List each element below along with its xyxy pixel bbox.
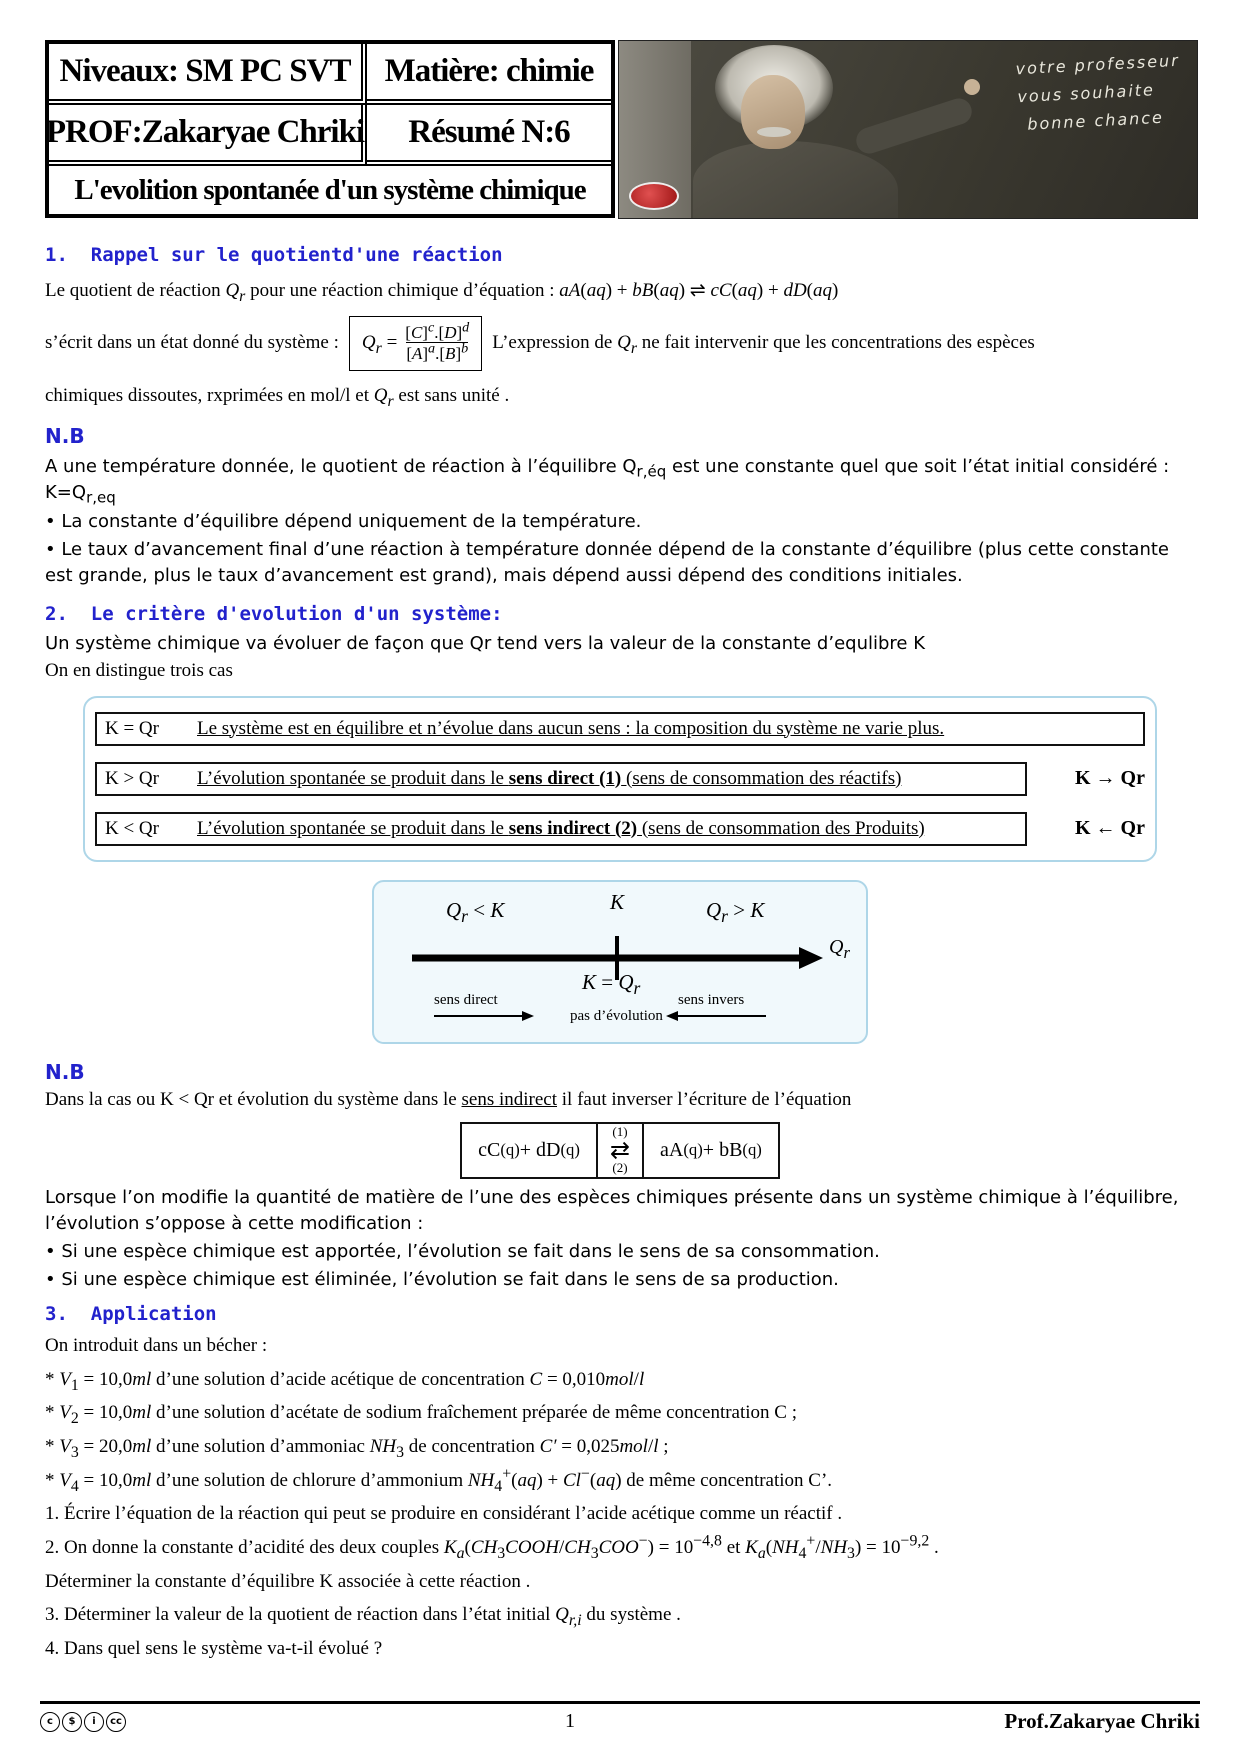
qr-formula-box xyxy=(349,316,482,371)
section2-heading: 2. Le critère d'evolution d'un système: xyxy=(45,602,503,625)
inverted-equation-box xyxy=(460,1122,780,1178)
case-description: L’évolution spontanée se produit dans le sens indirect (2) (sens de consommation des Produits) xyxy=(197,817,925,839)
label-sens-direct: sens direct xyxy=(434,991,498,1008)
site-logo xyxy=(629,182,679,210)
case-box xyxy=(95,812,1027,846)
einstein-face xyxy=(741,75,805,149)
footer-author: Prof.Zakaryae Chriki xyxy=(1004,1709,1200,1733)
evolution-cases-box xyxy=(83,696,1157,862)
main-content xyxy=(0,240,1240,1662)
page-number: 1 xyxy=(565,1710,575,1732)
nb2-paragraph-2: Lorsque l’on modifie la quantité de matière de l’une des espèces chimiques présente dans un système chimique à l’équilibre, l’évolution s’oppose à cette modification : xyxy=(45,1186,1179,1234)
application-item-2: * $V_2 = 10,0ml$ d’une solution d’acétate de sodium fraîchement préparée de même concentration C ; xyxy=(45,1402,797,1428)
attribution-icon: i xyxy=(84,1712,104,1732)
case-condition: K = Qr xyxy=(105,717,159,739)
fraction-numerator: $[C]^c.[D]^d$ xyxy=(405,318,470,342)
case-box xyxy=(95,712,1145,746)
label-sens-invers: sens invers xyxy=(678,991,745,1008)
chalk-line-2: vous souhaite xyxy=(1016,80,1156,107)
label-qr-greater-than-k: $Q_r > K$ xyxy=(706,897,765,926)
matiere-label: Matière: chimie xyxy=(384,53,594,89)
formula-intro-text: s’écrit dans un état donné du système : xyxy=(45,331,339,353)
chalk-handwriting xyxy=(1015,47,1183,139)
header-cell-prof xyxy=(45,105,367,166)
label-pas-evolution: pas d’évolution xyxy=(570,1007,663,1024)
application-question-1: 1. Écrire l’équation de la réaction qui peut se produire en considérant l’acide acétique comme un réactif . xyxy=(45,1503,843,1525)
case-condition: K < Qr xyxy=(105,817,159,839)
application-question-3: 3. Déterminer la valeur de la quotient de réaction dans l’état initial $Q_{r,i}$ du système . xyxy=(45,1604,681,1630)
header-cell-title xyxy=(49,166,611,214)
page-footer xyxy=(40,1701,1200,1734)
equilibrium-arrows-icon: ⇄ xyxy=(609,1135,631,1164)
case-arrow-direct: K → Qr xyxy=(1075,767,1145,790)
nb1-paragraph: A une température donnée, le quotient de réaction à l’équilibre $Q_{r,éq}$ est une constante quel que soit l’état initial considéré : $K=Q_{r,eq}$ xyxy=(45,456,1170,508)
cc-icon: cc xyxy=(106,1712,126,1732)
sens-2-label: (2) xyxy=(612,1160,628,1176)
nb2-bullet-1: • Si une espèce chimique est apportée, l’évolution se fait dans le sens de sa consommation. xyxy=(45,1240,880,1262)
nb1-label: N.B xyxy=(45,424,85,449)
case-condition: K > Qr xyxy=(105,767,159,789)
application-question-2b: Déterminer la constante d’équilibre K associée à cette réaction . xyxy=(45,1570,531,1592)
einstein-mustache xyxy=(757,127,791,137)
label-qr-axis: $Q_r$ xyxy=(829,935,850,962)
equation-left-side: cC (q) + dD (q) xyxy=(478,1138,580,1161)
einstein-hand xyxy=(964,79,980,95)
nb2-bullet-2: • Si une espèce chimique est éliminée, l’évolution se fait dans le sens de sa production. xyxy=(45,1268,839,1290)
nb1-bullet-2: • Le taux d’avancement final d’une réaction à température donnée dépend de la constante d’équilibre (plus cette constante est grande, plus le taux d’avancement est grand), mais dépend aussi dépend des conditions initiales. xyxy=(45,538,1169,586)
qr-formula-lhs: $Q_r$ = xyxy=(361,332,398,357)
einstein-photo xyxy=(618,40,1198,219)
section1-paragraph-2: chimiques dissoutes, rxprimées en mol/l et $Q_r$ est sans unité . xyxy=(45,384,510,410)
label-k: K xyxy=(610,889,625,914)
chalk-line-1: votre professeur xyxy=(1014,50,1180,79)
equation-right-side: aA (q) + bB (q) xyxy=(660,1138,762,1161)
footer-divider xyxy=(40,1701,1200,1704)
label-qr-less-than-k: $Q_r < K$ xyxy=(446,897,505,926)
header-cell-resume xyxy=(367,105,611,166)
non-commercial-icon: $ xyxy=(62,1712,82,1732)
document-title: L'evolition spontanée d'un système chimique xyxy=(74,173,586,206)
prof-label: PROF:Zakaryae Chriki xyxy=(45,114,365,150)
fraction-denominator: $[A]^a.[B]^b$ xyxy=(406,340,469,364)
case-box xyxy=(95,762,1027,796)
license-icons xyxy=(40,1712,180,1732)
nb2-paragraph-1: Dans la cas ou K < Qr et évolution du système dans le sens indirect il faut inverser l’écriture de l’équation xyxy=(45,1088,852,1110)
application-item-1: * $V_1 = 10,0ml$ d’une solution d’acide acétique de concentration C = 0,010mol/l xyxy=(45,1368,645,1394)
qr-formula-fraction xyxy=(405,318,470,364)
header-cell-matiere xyxy=(367,44,611,105)
nb2-label: N.B xyxy=(45,1059,85,1084)
chalk-line-3: bonne chance xyxy=(1026,107,1165,134)
section3-heading: 3. Application xyxy=(45,1302,217,1325)
application-item-3: * $V_3 = 20,0ml$ d’une solution d’ammoniac $NH_3$ de concentration C′ = 0,025mol/l ; xyxy=(45,1435,669,1461)
header-cell-niveaux xyxy=(49,44,367,105)
equation-middle xyxy=(596,1124,644,1176)
case-description: L’évolution spontanée se produit dans le sens direct (1) (sens de consommation des réactifs) xyxy=(197,767,902,789)
case-arrow-indirect: K ← Qr xyxy=(1075,817,1145,840)
label-k-equals-qr: $K = Q_r$ xyxy=(582,969,641,998)
section1-paragraph-1: Le quotient de réaction $Q_r$ pour une réaction chimique d’équation : aA(aq) + bB(aq) ⇌ cC(aq) + dD(aq) xyxy=(45,280,839,305)
case-description: Le système est en équilibre et n’évolue dans aucun sens : la composition du système ne varie plus. xyxy=(197,717,945,739)
application-question-4: 4. Dans quel sens le système va-t-il évolué ? xyxy=(45,1638,383,1660)
section1-heading: 1. Rappel sur le quotientd'une réaction xyxy=(45,244,503,266)
case-row-equilibrium xyxy=(95,712,1145,746)
qr-formula-line xyxy=(45,316,1195,371)
sens-1-label: (1) xyxy=(612,1124,628,1140)
application-intro: On introduit dans un bécher : xyxy=(45,1334,268,1356)
header-table xyxy=(45,40,615,218)
application-question-2: 2. On donne la constante d’acidité des deux couples $K_a(CH_3COOH/CH_3COO^-) = 10^{-4,8}$ et $K_a(NH_4^+/NH_3) = 10^{-9,2}$ . xyxy=(45,1532,939,1562)
section2-paragraph: Un système chimique va évoluer de façon que Qr tend vers la valeur de la constante d’equlibre K xyxy=(45,632,926,654)
qr-axis-diagram xyxy=(372,880,868,1044)
section2-subtext: On en distingue trois cas xyxy=(45,659,233,681)
niveaux-label: Niveaux: SM PC SVT xyxy=(59,53,351,89)
nb1-bullet-1: • La constante d’équilibre dépend uniquement de la température. xyxy=(45,510,642,532)
case-row-indirect xyxy=(95,812,1145,846)
formula-outro-text: L’expression de $Q_r$ ne fait intervenir que les concentrations des espèces xyxy=(492,331,1035,357)
footer-row xyxy=(40,1709,1200,1734)
application-item-4: * $V_4 = 10,0ml$ d’une solution de chlorure d’ammonium $NH_4^+(aq) + Cl^-(aq)$ de même concentration C’. xyxy=(45,1465,833,1495)
resume-label: Résumé N:6 xyxy=(408,114,570,150)
copyright-icon: c xyxy=(40,1712,60,1732)
case-row-direct xyxy=(95,762,1145,796)
